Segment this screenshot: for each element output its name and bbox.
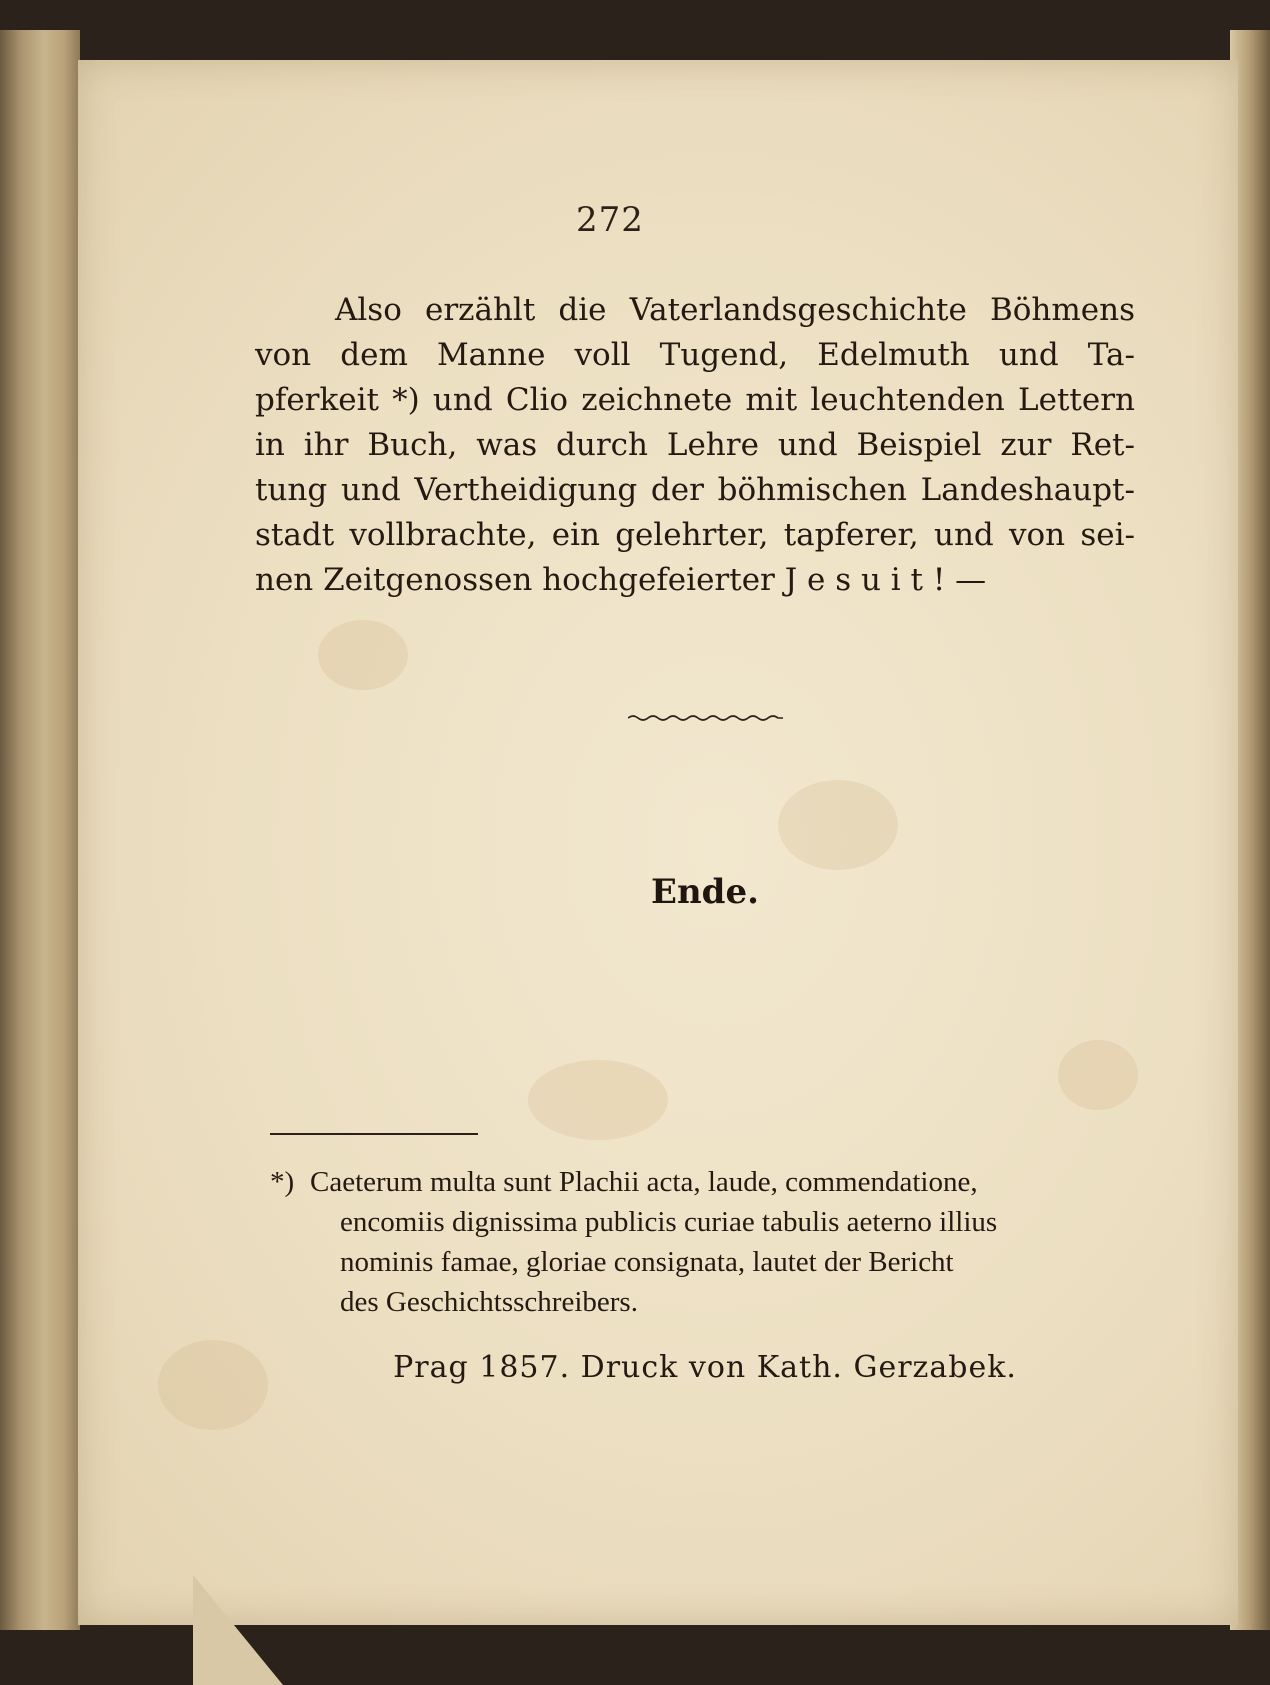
- paper-stain: [528, 1060, 668, 1140]
- body-line: stadt vollbrachte, ein gelehrter, tapferer, und von sei-: [255, 517, 1135, 553]
- corner-fold: [193, 1575, 283, 1685]
- footnote-marker: *): [270, 1166, 295, 1198]
- page-number: 272: [576, 200, 644, 240]
- ornament-divider: [628, 712, 783, 724]
- footnote-line: nominis famae, gloriae consignata, lautet der Bericht: [340, 1246, 954, 1278]
- paper-stain: [318, 620, 408, 690]
- body-text: [255, 288, 1135, 603]
- footnote-line: des Geschichtsschreibers.: [340, 1286, 638, 1318]
- paper-stain: [778, 780, 898, 870]
- body-line: von dem Manne voll Tugend, Edelmuth und Ta-: [255, 337, 1135, 373]
- footnote-line: Caeterum multa sunt Plachii acta, laude, commendatione,: [310, 1166, 978, 1198]
- printer-imprint: Prag 1857. Druck von Kath. Gerzabek.: [393, 1350, 1017, 1385]
- footnote: [270, 1162, 1160, 1322]
- footnote-rule: [270, 1133, 478, 1135]
- body-line: in ihr Buch, was durch Lehre und Beispiel zur Ret-: [255, 427, 1135, 463]
- book-edge-left: [0, 30, 80, 1630]
- footnote-line: encomiis dignissima publicis curiae tabulis aeterno illius: [340, 1206, 998, 1238]
- ende-heading: Ende.: [651, 872, 759, 912]
- body-line: tung und Vertheidigung der böhmischen Landeshaupt-: [255, 472, 1135, 508]
- body-line: nen Zeitgenossen hochgefeierter J e s u i t ! —: [255, 562, 987, 598]
- body-line: Also erzählt die Vaterlandsgeschichte Böhmens: [335, 292, 1135, 328]
- paper-stain: [1058, 1040, 1138, 1110]
- body-line: pferkeit *) und Clio zeichnete mit leuchtenden Lettern: [255, 382, 1135, 418]
